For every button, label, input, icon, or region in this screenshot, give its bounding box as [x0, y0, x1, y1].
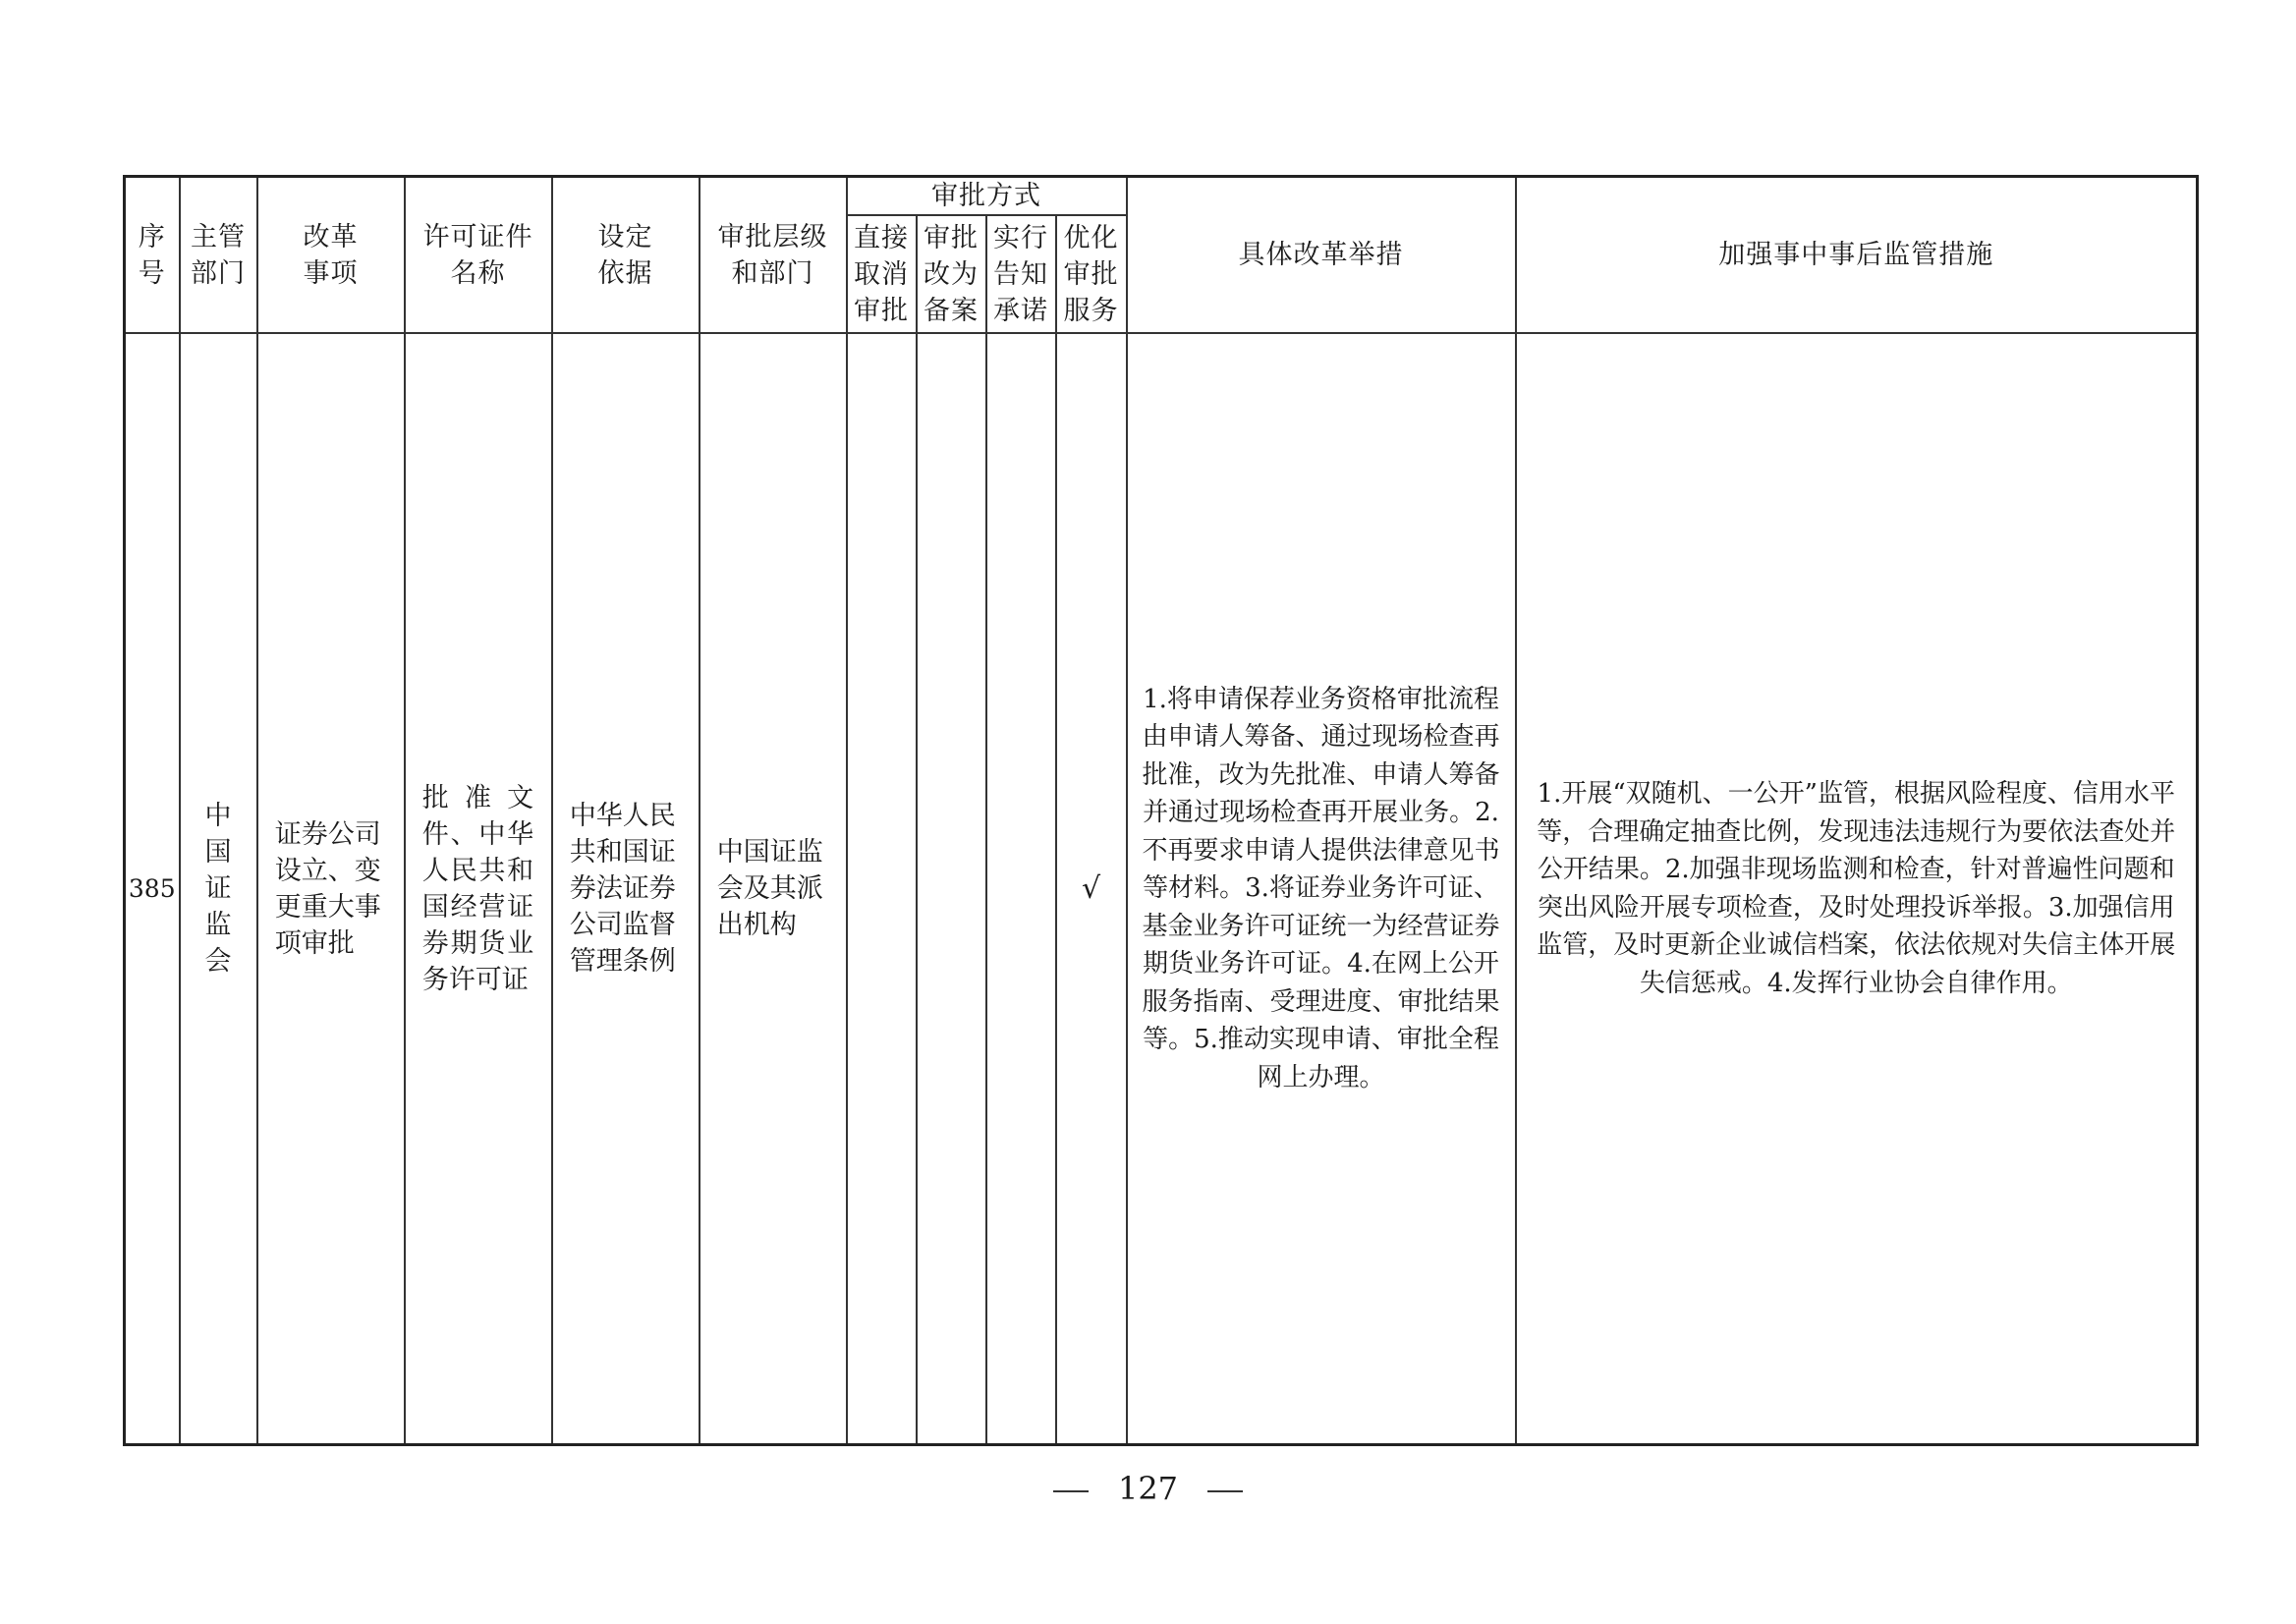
header-license: 许可证件名称 [405, 177, 552, 334]
header-method-notify: 实行告知承诺 [986, 215, 1056, 333]
page-number-dash-right [1207, 1490, 1243, 1492]
cell-method-record [917, 333, 986, 1445]
cell-license: 批准文件、中华人民共和国经营证券期货业务许可证 [405, 333, 552, 1445]
cell-seq: 385 [125, 333, 180, 1445]
cell-item: 证券公司设立、变更重大事项审批 [257, 333, 405, 1445]
header-method-group: 审批方式 [847, 177, 1127, 216]
cell-method-notify [986, 333, 1056, 1445]
page-number-value: 127 [1117, 1470, 1179, 1507]
header-method-cancel: 直接取消审批 [847, 215, 917, 333]
header-method-record: 审批改为备案 [917, 215, 986, 333]
header-item: 改革事项 [257, 177, 405, 334]
header-level: 审批层级和部门 [700, 177, 847, 334]
cell-basis: 中华人民共和国证券法证券公司监督管理条例 [552, 333, 700, 1445]
cell-supervision: 1.开展“双随机、一公开”监管，根据风险程度、信用水平等，合理确定抽查比例，发现违法违规行为要依法查处并公开结果。2.加强非现场监测和检查，针对普遍性问题和突出风险开展专项检查，及时处理投诉举报。3.加强信用监管，及时更新企业诚信档案，依法依规对失信主体开展失信惩戒。4.发挥行业协会自律作用。 [1516, 333, 2198, 1445]
cell-method-cancel [847, 333, 917, 1445]
cell-measures: 1.将申请保荐业务资格审批流程由申请人筹备、通过现场检查再批准，改为先批准、申请人筹备并通过现场检查再开展业务。2.不再要求申请人提供法律意见书等材料。3.将证券业务许可证、基金业务许可证统一为经营证券期货业务许可证。4.在网上公开服务指南、受理进度、审批结果等。5.推动实现申请、审批全程网上办理。 [1127, 333, 1516, 1445]
header-measures: 具体改革举措 [1127, 177, 1516, 334]
header-supervision: 加强事中事后监管措施 [1516, 177, 2198, 334]
header-dept: 主管部门 [180, 177, 257, 334]
page-number-dash-left [1053, 1490, 1089, 1492]
header-method-optimize: 优化审批服务 [1056, 215, 1127, 333]
cell-method-optimize-check: √ [1056, 333, 1127, 1445]
cell-dept: 中国证监会 [180, 333, 257, 1445]
header-basis: 设定依据 [552, 177, 700, 334]
header-seq: 序号 [125, 177, 180, 334]
table-row [125, 333, 2198, 1445]
cell-level: 中国证监会及其派出机构 [700, 333, 847, 1445]
reform-table [123, 175, 2199, 1446]
page-number [0, 1470, 2296, 1507]
